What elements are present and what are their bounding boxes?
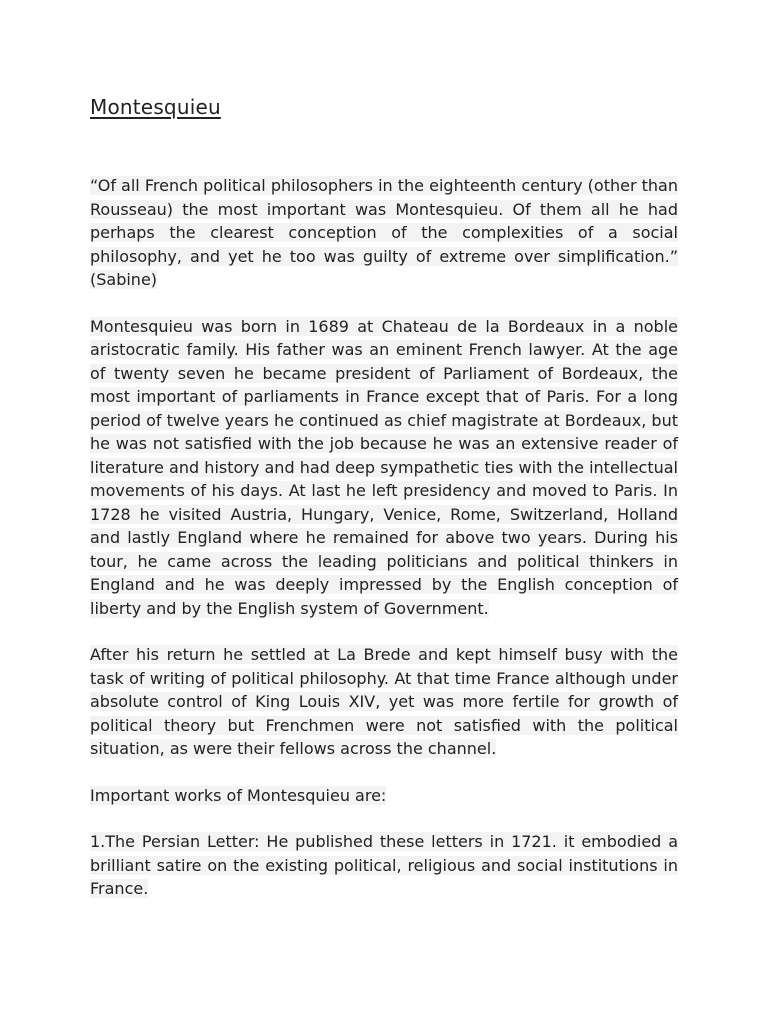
paragraph-biography xyxy=(90,315,678,621)
document-title: Montesquieu xyxy=(90,95,221,119)
document-content xyxy=(90,92,678,901)
paragraph-text: “Of all French political philosophers in the eighteenth century (other than Rousseau) the most important was Montesquieu. Of them all he had perhaps the clearest conception of the complexities of a social philosophy, and yet he too was guilty of extreme over simplification.” (Sabine) xyxy=(90,176,678,289)
paragraph-text: 1.The Persian Letter: He published these letters in 1721. it embodied a brilliant satire on the existing political, religious and social institutions in France. xyxy=(90,832,678,898)
paragraph-return xyxy=(90,643,678,761)
paragraph-persian-letter xyxy=(90,830,678,901)
paragraph-quote xyxy=(90,174,678,292)
paragraph-text: Important works of Montesquieu are: xyxy=(90,785,387,805)
paragraph-text: After his return he settled at La Brede and kept himself busy with the task of writing of political philosophy. At that time France although under absolute control of King Louis XIV, yet was more fertile for growth of political theory but Frenchmen were not satisfied with the political situation, as were their fellows across the channel. xyxy=(90,645,678,758)
paragraph-text: Montesquieu was born in 1689 at Chateau de la Bordeaux in a noble aristocratic family. His father was an eminent French lawyer. At the age of twenty seven he became president of Parliament of Bordeaux, the most important of parliaments in France except that of Paris. For a long period of twelve years he continued as chief magistrate at Bordeaux, but he was not satisfied with the job because he was an extensive reader of literature and history and had deep sympathetic ties with the intellectual movements of his days. At last he left presidency and moved to Paris. In 1728 he visited Austria, Hungary, Venice, Rome, Switzerland, Holland and lastly England where he remained for above two years. During his tour, he came across the leading politicians and political thinkers in England and he was deeply impressed by the English conception of liberty and by the English system of Government. xyxy=(90,316,678,618)
paragraph-works-heading xyxy=(90,784,678,808)
